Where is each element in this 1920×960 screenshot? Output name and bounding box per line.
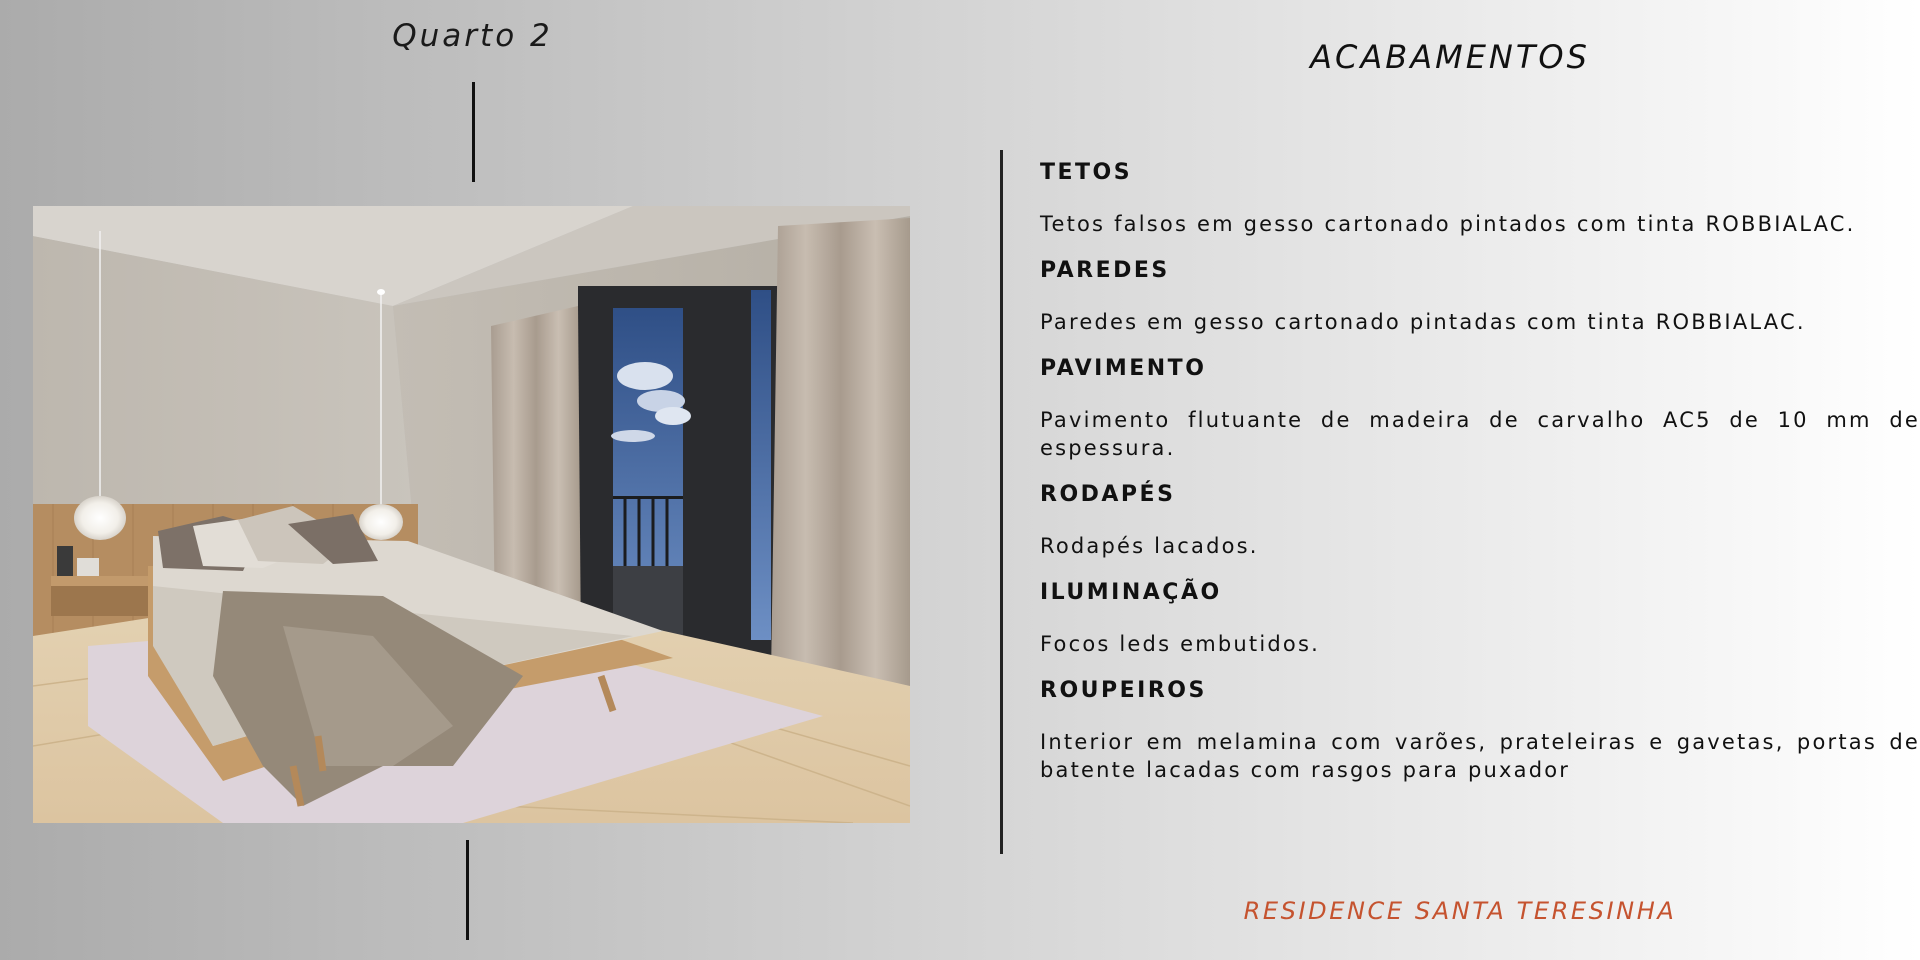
finish-section-flooring (1040, 352, 1920, 462)
finishes-title: ACABAMENTOS (1310, 38, 1590, 76)
residence-brand-footer: RESIDENCE SANTA TERESINHA (1243, 897, 1677, 925)
finish-section-walls (1040, 254, 1920, 336)
section-heading: TETOS (1040, 160, 1133, 185)
section-text: Focos leds embutidos. (1040, 632, 1320, 656)
vertical-divider (1000, 150, 1003, 854)
bedroom-render-image (33, 206, 910, 823)
section-text: Pavimento flutuante de madeira de carvalho AC5 de 10 mm de espessura. (1040, 408, 1920, 460)
bottom-connector-line (466, 840, 469, 940)
section-text: Interior em melamina com varões, prateleiras e gavetas, portas de batente lacadas com rasgos para puxador (1040, 730, 1920, 782)
finish-section-ceilings (1040, 156, 1920, 238)
section-heading: RODAPÉS (1040, 482, 1176, 507)
room-title: Quarto 2 (392, 18, 553, 54)
section-text: Tetos falsos em gesso cartonado pintados com tinta ROBBIALAC. (1040, 212, 1856, 236)
section-heading: PAVIMENTO (1040, 356, 1207, 381)
section-heading: ILUMINAÇÃO (1040, 580, 1222, 605)
finishes-list (1040, 156, 1920, 800)
top-connector-line (472, 82, 475, 182)
finish-section-skirting (1040, 478, 1920, 560)
section-heading: PAREDES (1040, 258, 1170, 283)
section-text: Rodapés lacados. (1040, 534, 1259, 558)
section-text: Paredes em gesso cartonado pintadas com tinta ROBBIALAC. (1040, 310, 1806, 334)
section-heading: ROUPEIROS (1040, 678, 1207, 703)
finish-section-wardrobes (1040, 674, 1920, 784)
finish-section-lighting (1040, 576, 1920, 658)
